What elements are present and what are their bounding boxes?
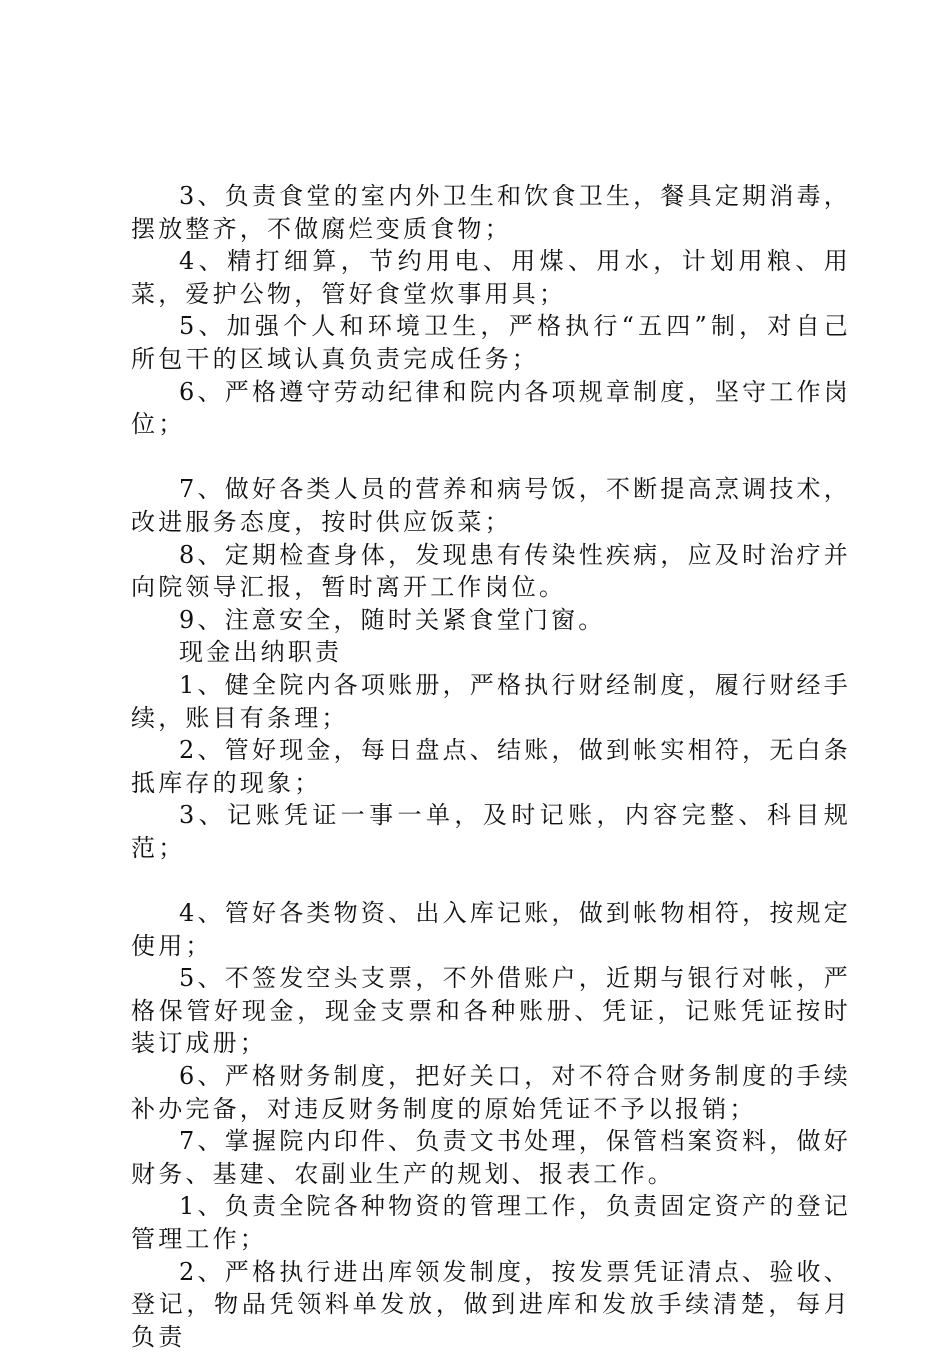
paragraph-canteen-6: 6、严格遵守劳动纪律和院内各项规章制度，坚守工作岗位； xyxy=(131,377,851,439)
section-heading-cashier: 现金出纳职责 xyxy=(179,638,343,667)
paragraph-cashier-7: 7、掌握院内印件、负责文书处理，保管档案资料，做好财务、基建、农副业生产的规划、报表工作。 xyxy=(131,1127,851,1188)
paragraph-storage-2: 2、严格执行进出库领发制度，按发票凭证清点、验收、登记，物品凭领料单发放，做到进库和发放手续清楚，每月负责 xyxy=(131,1257,851,1351)
paragraph-canteen-9: 9、注意安全，随时关紧食堂门窗。 xyxy=(179,605,606,634)
paragraph-cashier-1: 1、健全院内各项账册，严格执行财经制度，履行财经手续，账目有条理； xyxy=(131,670,851,732)
paragraph-cashier-3: 3、记账凭证一事一单，及时记账，内容完整、科目规范； xyxy=(131,801,851,862)
paragraph-cashier-5: 5、不签发空头支票，不外借账户，近期与银行对帐，严格保管好现金，现金支票和各种账册、凭证，记账凭证按时装订成册； xyxy=(131,964,851,1058)
paragraph-canteen-3: 3、负责食堂的室内外卫生和饮食卫生，餐具定期消毒，摆放整齐，不做腐烂变质食物； xyxy=(131,182,851,243)
paragraph-cashier-4: 4、管好各类物资、出入库记账，做到帐物相符，按规定使用； xyxy=(131,899,851,960)
paragraph-canteen-7: 7、做好各类人员的营养和病号饭，不断提高烹调技术，改进服务态度，按时供应饭菜； xyxy=(131,475,851,536)
paragraph-canteen-5: 5、加强个人和环境卫生，严格执行“五四”制，对自己所包干的区域认真负责完成任务； xyxy=(131,312,851,373)
paragraph-storage-1: 1、负责全院各种物资的管理工作，负责固定资产的登记管理工作； xyxy=(131,1192,851,1253)
paragraph-cashier-6: 6、严格财务制度，把好关口，对不符合财务制度的手续补办完备，对违反财务制度的原始凭证不予以报销； xyxy=(131,1062,851,1123)
paragraph-canteen-4: 4、精打细算，节约用电、用煤、用水，计划用粮、用菜，爱护公物，管好食堂炊事用具； xyxy=(131,247,851,308)
paragraph-cashier-2: 2、管好现金，每日盘点、结账，做到帐实相符，无白条抵库存的现象； xyxy=(131,736,851,797)
paragraph-canteen-8: 8、定期检查身体，发现患有传染性疾病，应及时治疗并向院领导汇报，暂时离开工作岗位。 xyxy=(131,540,851,602)
document-body xyxy=(131,180,851,1353)
